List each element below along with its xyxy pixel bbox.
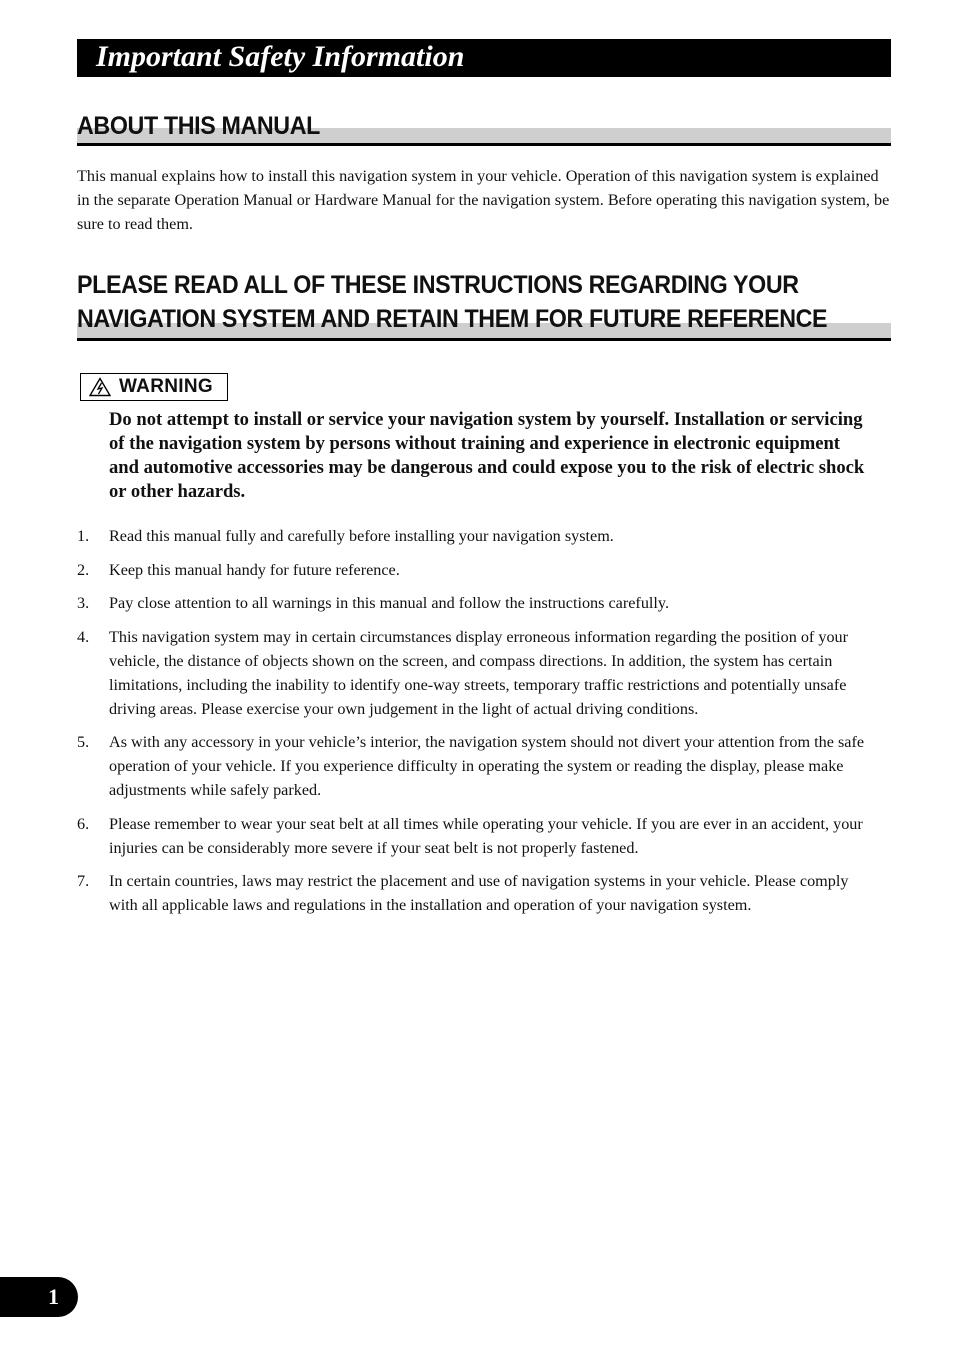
section-heading-about <box>77 111 891 148</box>
warning-label-box <box>80 373 228 401</box>
instructions-list <box>77 524 877 927</box>
warning-label: WARNING <box>119 376 213 397</box>
list-item <box>77 591 877 615</box>
list-item <box>77 730 877 802</box>
list-item-text: This navigation system may in certain circumstances display erroneous information regarding the position of your vehicle, the distance of objects shown on the screen, and compass directions. In addition, the system has certain limitations, including the inability to identify one-way streets, temporary traffic restrictions and potentially unsafe driving areas. Please exercise your own judgement in the light of actual driving conditions. <box>109 627 849 718</box>
list-item <box>77 524 877 548</box>
list-item-number: 6. <box>77 814 90 833</box>
list-item-text: Keep this manual handy for future reference. <box>109 560 400 579</box>
list-item-number: 1. <box>77 527 90 545</box>
list-item <box>77 625 877 721</box>
list-item-number: 3. <box>77 594 90 612</box>
instructions-heading-line1: PLEASE READ ALL OF THESE INSTRUCTIONS REGARDING YOUR <box>77 271 799 299</box>
list-item <box>77 869 877 917</box>
list-item-text: In certain countries, laws may restrict the placement and use of navigation systems in your vehicle. Please comply with all applicable laws and regulations in the installation and operation of your navigation system. <box>109 872 849 914</box>
list-item-number: 4. <box>77 627 90 646</box>
page-number: 1 <box>48 1284 59 1309</box>
about-heading: ABOUT THIS MANUAL <box>77 112 320 140</box>
page-number-tab <box>0 1277 78 1317</box>
heading-rule <box>77 143 891 146</box>
list-item-text: Please remember to wear your seat belt at all times while operating your vehicle. If you are ever in an accident, your injuries can be considerably more severe if your seat belt is not properly fastened. <box>109 814 863 857</box>
list-item-number: 7. <box>77 872 90 890</box>
list-item-text: Pay close attention to all warnings in this manual and follow the instructions carefully. <box>109 594 669 612</box>
section-heading-instructions <box>77 268 891 343</box>
instructions-heading-line2: NAVIGATION SYSTEM AND RETAIN THEM FOR FUTURE REFERENCE <box>77 305 828 333</box>
list-item-text: As with any accessory in your vehicle’s interior, the navigation system should not divert your attention from the safe operation of your vehicle. If you experience difficulty in operating the system or reading the display, please make adjustments while safely parked. <box>109 733 865 799</box>
list-item <box>77 812 877 860</box>
list-item <box>77 558 877 582</box>
about-paragraph: This manual explains how to install this navigation system in your vehicle. Operation of this navigation system is explained in the separate Operation Manual or Hardware Manual for the navigation system. Before operating this navigation system, be sure to read them. <box>77 167 890 233</box>
warning-triangle-icon <box>89 377 111 397</box>
list-item-number: 2. <box>77 560 90 579</box>
list-item-number: 5. <box>77 733 90 751</box>
page-title-bar <box>77 39 891 77</box>
list-item-text: Read this manual fully and carefully before installing your navigation system. <box>109 527 614 545</box>
page-title: Important Safety Information <box>96 40 465 73</box>
heading-rule <box>77 338 891 341</box>
warning-text: Do not attempt to install or service your navigation system by yourself. Installation or servicing of the navigation system by persons without training and experience in electronic equipment and automotive accessories may be dangerous and could expose you to the risk of electric shock or other hazards. <box>109 409 865 502</box>
